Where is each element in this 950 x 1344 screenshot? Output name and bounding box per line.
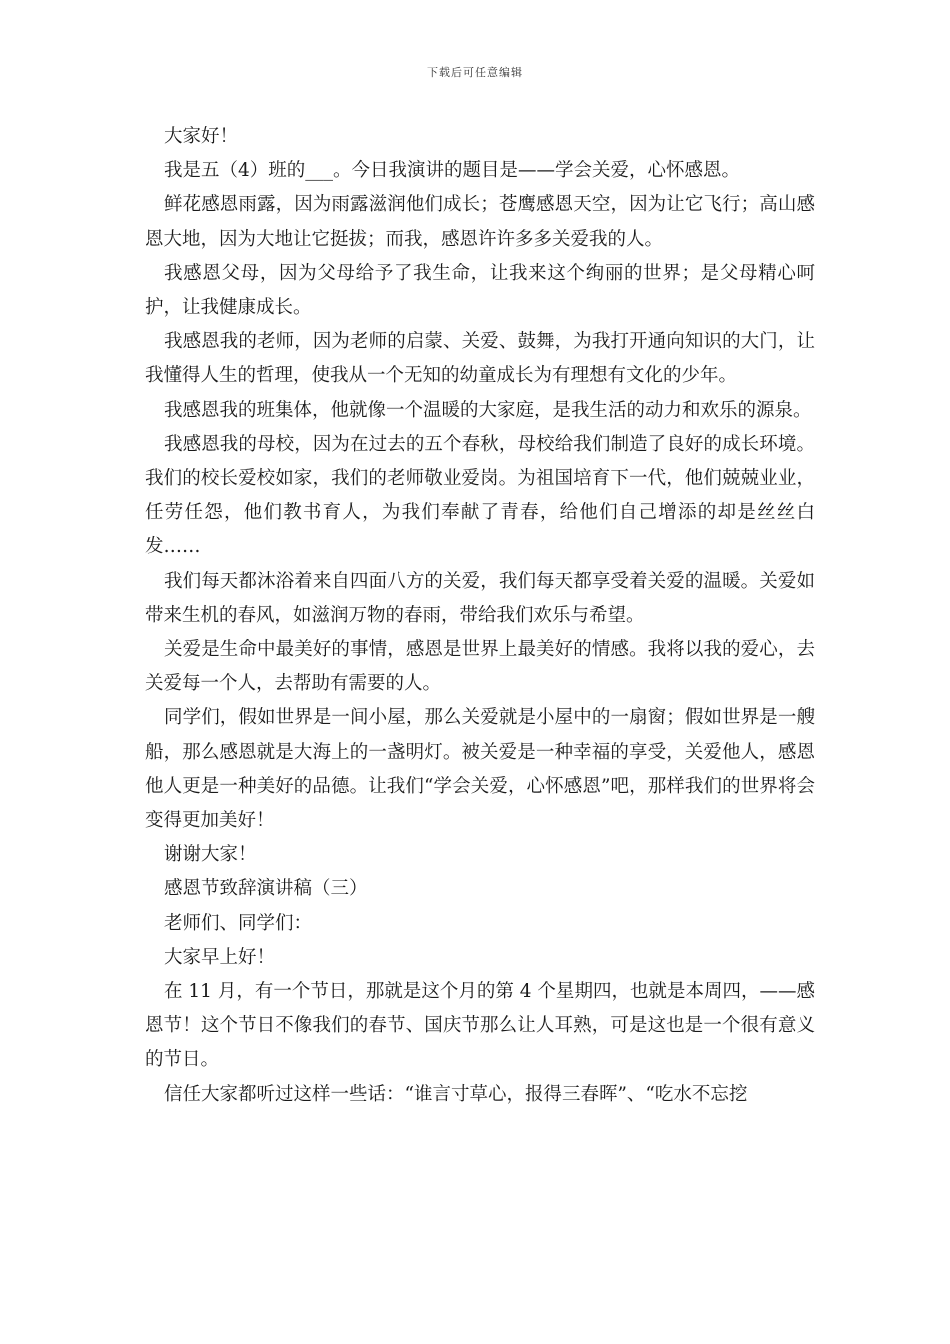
- page-header: 下载后可任意编辑: [427, 66, 523, 79]
- paragraph: 鲜花感恩雨露，因为雨露滋润他们成长；苍鹰感恩天空，因为让它飞行；高山感恩大地，因为大地让它挺拔；而我，感恩许许多多关爱我的人。: [145, 194, 815, 250]
- paragraph: 我们每天都沐浴着来自四面八方的关爱，我们每天都享受着关爱的温暖。关爱如带来生机的春风，如滋润万物的春雨，带给我们欢乐与希望。: [145, 570, 815, 626]
- paragraph: 同学们，假如世界是一间小屋，那么关爱就是小屋中的一扇窗；假如世界是一艘船，那么感恩就是大海上的一盏明灯。被关爱是一种幸福的享受，关爱他人，感恩他人更是一种美好的品德。让我们“学会关爱，心怀感恩”吧，那样我们的世界将会变得更加美好！: [145, 707, 815, 832]
- paragraph: 信任大家都听过这样一些话：“谁言寸草心，报得三春晖”、“吃水不忘挖: [164, 1083, 748, 1105]
- paragraph: 谢谢大家！: [164, 844, 257, 866]
- section-title: 感恩节致辞演讲稿（三）: [164, 878, 368, 900]
- paragraph: 大家好！: [164, 126, 239, 147]
- document-body: [145, 120, 815, 1112]
- paragraph: 在 11 月，有一个节日，那就是这个月的第 4 个星期四，也就是本周四，——感恩节！这个节日不像我们的春节、国庆节那么让人耳熟，可是这也是一个很有意义的节日。: [145, 981, 815, 1071]
- paragraph: 我感恩我的老师，因为老师的启蒙、关爱、鼓舞，为我打开通向知识的大门，让我懂得人生的哲理，使我从一个无知的幼童成长为有理想有文化的少年。: [145, 331, 815, 387]
- paragraph: 我感恩我的班集体，他就像一个温暖的大家庭，是我生活的动力和欢乐的源泉。: [164, 399, 812, 421]
- paragraph: 大家早上好！: [164, 946, 276, 968]
- paragraph: 我是五（4）班的___。今日我演讲的题目是——学会关爱，心怀感恩。: [164, 160, 741, 182]
- paragraph: 老师们、同学们：: [164, 912, 313, 934]
- paragraph: 我感恩我的母校，因为在过去的五个春秋，母校给我们制造了良好的成长环境。我们的校长爱校如家，我们的老师敬业爱岗。为祖国培育下一代，他们兢兢业业，任劳任怨，他们教书育人，为我们奉献了青春，给他们自己增添的却是丝丝白发……: [145, 433, 815, 558]
- paragraph: 关爱是生命中最美好的事情，感恩是世界上最美好的情感。我将以我的爱心，去关爱每一个人，去帮助有需要的人。: [145, 639, 815, 695]
- paragraph: 我感恩父母，因为父母给予了我生命，让我来这个绚丽的世界；是父母精心呵护，让我健康成长。: [145, 262, 815, 319]
